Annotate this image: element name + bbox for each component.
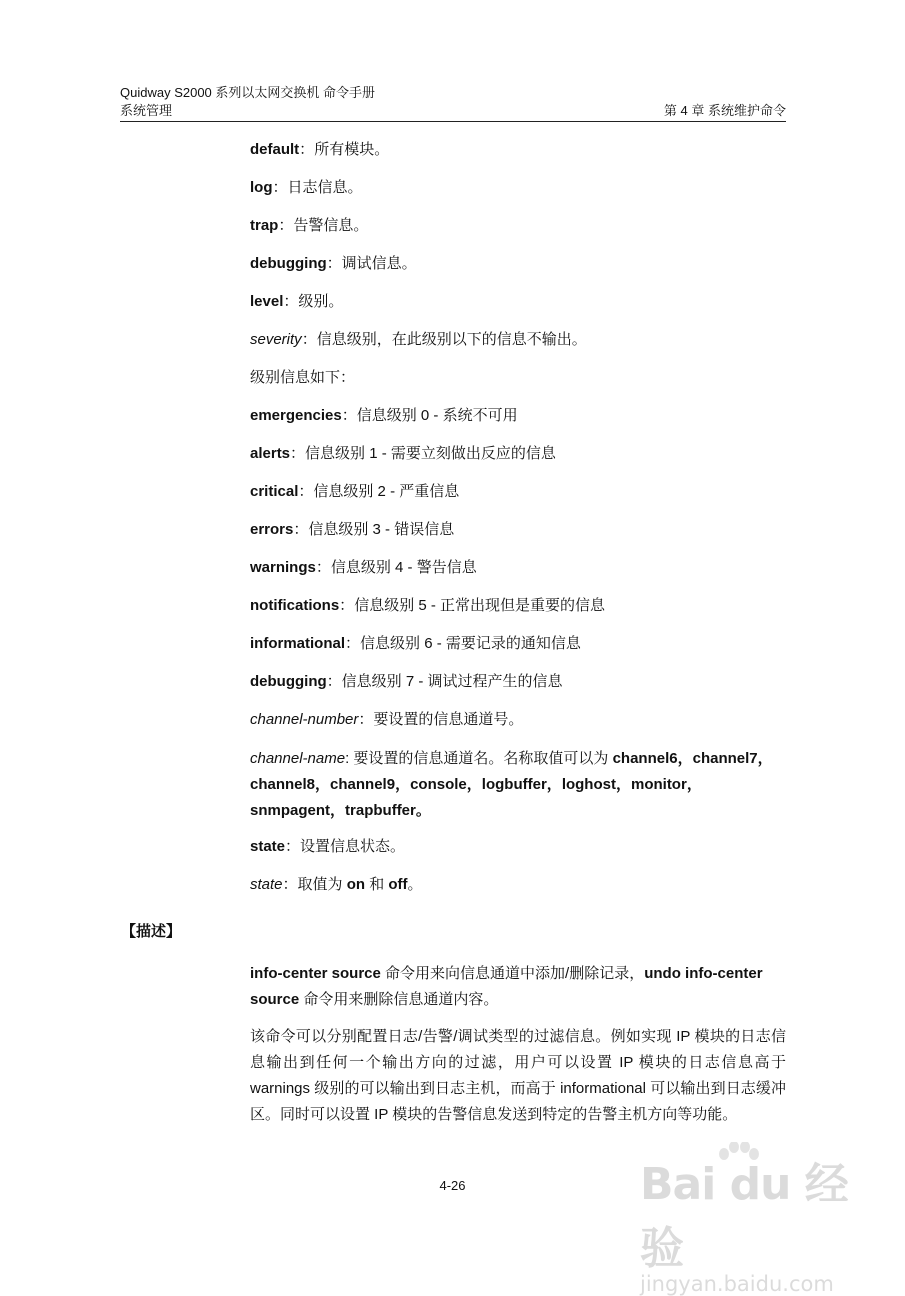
param-term: debugging — [250, 255, 327, 272]
param-term: default — [250, 141, 300, 158]
value-on: on — [346, 876, 366, 893]
param-term: channel-name — [250, 750, 346, 767]
param-item: channel-number：要设置的信息通道号。 — [250, 711, 524, 728]
channel-value: snmpagent — [250, 802, 331, 819]
param-state-value: state：取值为 on 和 off。 — [250, 876, 423, 893]
param-item — [250, 366, 790, 390]
param-term: trap — [250, 217, 279, 234]
param-item: emergencies：信息级别 0 - 系统不可用 — [250, 407, 518, 424]
baidu-watermark — [640, 1148, 860, 1296]
param-item: severity：信息级别，在此级别以下的信息不输出。 — [250, 331, 587, 348]
param-item: informational：信息级别 6 - 需要记录的通知信息 — [250, 635, 581, 652]
param-item: critical：信息级别 2 - 严重信息 — [250, 483, 460, 500]
channel-name-values: channel6，channel7，channel8，channel9，console，logbuffer，loghost，monitor，snmpagent，trapbuffer。 — [250, 750, 773, 819]
channel-value: channel6 — [612, 750, 678, 767]
channel-value: channel9 — [330, 776, 396, 793]
param-desc: 信息级别，在此级别以下的信息不输出。 — [316, 331, 587, 348]
param-term: level — [250, 293, 284, 310]
channel-value: trapbuffer — [345, 802, 416, 819]
param-item: trap：告警信息。 — [250, 217, 369, 234]
manual-title: Quidway S2000 系列以太网交换机 命令手册 — [120, 85, 376, 100]
page-number: 4-26 — [439, 1178, 466, 1193]
param-item: log：日志信息。 — [250, 179, 363, 196]
watermark-url: jingyan.baidu.com — [640, 1272, 834, 1296]
channel-value: channel7 — [692, 750, 758, 767]
command-name: info-center source — [250, 965, 381, 982]
param-desc: 要设置的信息通道号。 — [373, 711, 524, 728]
param-desc: 级别信息如下： — [250, 369, 356, 386]
value-off: off — [388, 876, 408, 893]
param-item: debugging：调试信息。 — [250, 255, 417, 272]
param-term: notifications — [250, 597, 340, 614]
channel-value: logbuffer — [481, 776, 547, 793]
param-desc: 所有模块。 — [314, 141, 390, 158]
param-desc: 设置信息状态。 — [300, 838, 406, 855]
param-item: debugging：信息级别 7 - 调试过程产生的信息 — [250, 673, 563, 690]
undo-command-name: undo info-center source — [250, 965, 763, 1008]
paw-icon — [716, 1142, 760, 1182]
page-header — [120, 84, 786, 122]
header-section-row — [120, 102, 786, 122]
section-title-description: 【描述】 — [121, 923, 182, 940]
param-item: errors：信息级别 3 - 错误信息 — [250, 521, 455, 538]
channel-value: channel8 — [250, 776, 316, 793]
param-term: severity — [250, 331, 302, 348]
header-chapter: 第 4 章 系统维护命令 — [663, 103, 786, 118]
channel-value: console — [410, 776, 467, 793]
param-desc: 信息级别 3 - 错误信息 — [308, 521, 455, 538]
param-term: critical — [250, 483, 299, 500]
param-desc: 调试信息。 — [341, 255, 417, 272]
parameter-list — [250, 138, 790, 911]
param-desc: 信息级别 4 - 警告信息 — [330, 559, 477, 576]
param-item: notifications：信息级别 5 - 正常出现但是重要的信息 — [250, 597, 606, 614]
param-desc: 信息级别 1 - 需要立刻做出反应的信息 — [305, 445, 556, 462]
channel-value: loghost — [561, 776, 616, 793]
param-desc: 日志信息。 — [287, 179, 363, 196]
header-section-left: 系统管理 — [120, 103, 173, 118]
channel-value: monitor — [630, 776, 687, 793]
param-term: log — [250, 179, 273, 196]
watermark-brand: Bai du 经验 — [640, 1159, 848, 1274]
param-item: warnings：信息级别 4 - 警告信息 — [250, 559, 477, 576]
param-item: alerts：信息级别 1 - 需要立刻做出反应的信息 — [250, 445, 556, 462]
param-desc: 告警信息。 — [293, 217, 369, 234]
param-term: state — [250, 876, 283, 893]
param-desc: 级别。 — [298, 293, 344, 310]
param-item: level：级别。 — [250, 293, 344, 310]
param-term: channel-number — [250, 711, 359, 728]
param-term: emergencies — [250, 407, 342, 424]
channel-name-param — [250, 746, 790, 824]
param-term: alerts — [250, 445, 291, 462]
param-term: state — [250, 838, 286, 855]
param-term: informational — [250, 635, 346, 652]
param-state: state：设置信息状态。 — [250, 838, 406, 855]
param-desc: : 要设置的信息通道名。名称取值可以为 — [345, 750, 613, 767]
param-term: warnings — [250, 559, 316, 576]
param-desc: 信息级别 6 - 需要记录的通知信息 — [360, 635, 581, 652]
param-desc: 信息级别 0 - 系统不可用 — [356, 407, 518, 424]
param-item: default：所有模块。 — [250, 141, 390, 158]
param-term: debugging — [250, 673, 327, 690]
param-desc: 信息级别 2 - 严重信息 — [313, 483, 460, 500]
description-paragraph-2: 该命令可以分别配置日志/告警/调试类型的过滤信息。例如实现 IP 模块的日志信息输出到任何一个输出方向的过滤，用户可以设置 IP 模块的日志信息高于 warnings 级别的可以输出到日志主机，而高于 informational 可以输出到日志缓冲区。同时可以设置 IP 模块的告警信息发送到特定的告警主机方向等功能。 — [250, 1028, 786, 1123]
param-desc: 信息级别 5 - 正常出现但是重要的信息 — [354, 597, 606, 614]
param-desc: 信息级别 7 - 调试过程产生的信息 — [341, 673, 563, 690]
param-term: errors — [250, 521, 294, 538]
description-paragraph-1: info-center source 命令用来向信息通道中添加/删除记录，undo info-center source 命令用来删除信息通道内容。 — [250, 965, 763, 1008]
